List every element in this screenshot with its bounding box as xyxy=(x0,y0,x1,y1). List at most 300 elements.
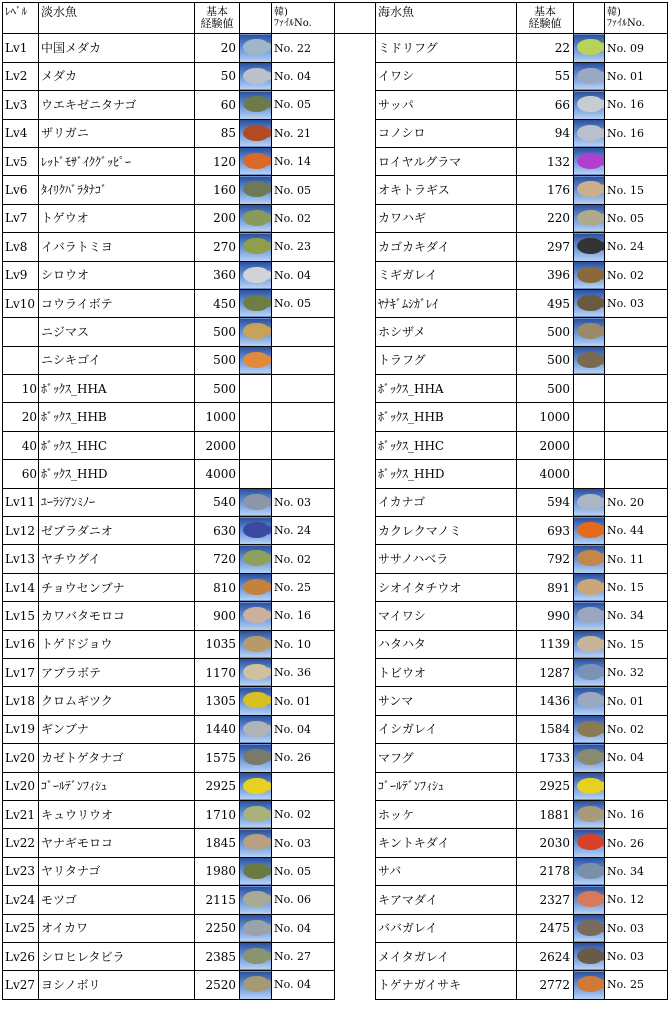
freshwater-name: ﾚｯﾄﾞﾓｻﾞｲｸｸﾞｯﾋﾟｰ xyxy=(39,147,195,175)
header-file-no: 韓) ﾌｧｲﾙNo. xyxy=(272,3,335,34)
saltwater-fish-icon xyxy=(574,687,605,715)
column-gap xyxy=(335,119,376,147)
freshwater-file-no: No. 05 xyxy=(272,91,335,119)
saltwater-file-no: No. 05 xyxy=(605,204,668,232)
freshwater-fish-icon xyxy=(240,630,272,658)
header-image-blank xyxy=(240,3,272,34)
saltwater-name: ホシザメ xyxy=(376,318,517,346)
table-row xyxy=(3,346,668,374)
saltwater-name: イワシ xyxy=(376,62,517,90)
freshwater-exp: 500 xyxy=(195,346,240,374)
level-cell xyxy=(3,346,39,374)
saltwater-exp: 990 xyxy=(517,602,574,630)
saltwater-name: マフグ xyxy=(376,744,517,772)
column-gap xyxy=(335,942,376,970)
level-cell: Lv17 xyxy=(3,658,39,686)
saltwater-name: ロイヤルグラマ xyxy=(376,147,517,175)
level-cell: 10 xyxy=(3,375,39,403)
saltwater-file-no xyxy=(605,460,668,488)
level-cell xyxy=(3,318,39,346)
saltwater-exp: 1000 xyxy=(517,403,574,431)
saltwater-exp: 1287 xyxy=(517,658,574,686)
saltwater-name: ホッケ xyxy=(376,800,517,828)
table-row xyxy=(3,147,668,175)
level-cell: 60 xyxy=(3,460,39,488)
saltwater-file-no: No. 16 xyxy=(605,91,668,119)
saltwater-file-no: No. 04 xyxy=(605,744,668,772)
freshwater-exp: 500 xyxy=(195,318,240,346)
freshwater-fish-icon xyxy=(240,857,272,885)
column-gap xyxy=(335,857,376,885)
table-row xyxy=(3,658,668,686)
freshwater-file-no: No. 05 xyxy=(272,176,335,204)
freshwater-file-no xyxy=(272,318,335,346)
freshwater-name: チョウセンブナ xyxy=(39,573,195,601)
column-gap xyxy=(335,289,376,317)
saltwater-exp: 693 xyxy=(517,517,574,545)
saltwater-exp: 66 xyxy=(517,91,574,119)
level-cell: Lv18 xyxy=(3,687,39,715)
saltwater-name: キアマダイ xyxy=(376,886,517,914)
saltwater-file-no: No. 34 xyxy=(605,857,668,885)
freshwater-file-no: No. 04 xyxy=(272,914,335,942)
freshwater-exp: 120 xyxy=(195,147,240,175)
freshwater-file-no xyxy=(272,431,335,459)
saltwater-exp: 22 xyxy=(517,34,574,62)
freshwater-exp: 4000 xyxy=(195,460,240,488)
saltwater-name: トゲナガイサキ xyxy=(376,971,517,999)
freshwater-exp: 20 xyxy=(195,34,240,62)
saltwater-file-no: No. 16 xyxy=(605,800,668,828)
fish-exp-table xyxy=(2,2,668,1000)
column-gap xyxy=(335,346,376,374)
column-gap xyxy=(335,573,376,601)
freshwater-file-no: No. 03 xyxy=(272,488,335,516)
column-gap xyxy=(335,460,376,488)
freshwater-name: ﾕｰﾗｼｱﾝﾐﾉｰ xyxy=(39,488,195,516)
level-cell: Lv25 xyxy=(3,914,39,942)
column-gap xyxy=(335,403,376,431)
freshwater-name: カゼトゲタナゴ xyxy=(39,744,195,772)
saltwater-file-no xyxy=(605,403,668,431)
saltwater-exp: 55 xyxy=(517,62,574,90)
saltwater-fish-icon xyxy=(574,233,605,261)
freshwater-name: ﾀｲﾘｸﾊﾞﾗﾀﾅｺﾞ xyxy=(39,176,195,204)
level-cell: Lv26 xyxy=(3,942,39,970)
saltwater-exp: 2178 xyxy=(517,857,574,885)
freshwater-exp: 2385 xyxy=(195,942,240,970)
freshwater-fish-icon xyxy=(240,772,272,800)
freshwater-name: ゼブラダニオ xyxy=(39,517,195,545)
freshwater-fish-icon xyxy=(240,147,272,175)
freshwater-name: コウライボテ xyxy=(39,289,195,317)
freshwater-fish-icon xyxy=(240,658,272,686)
saltwater-name: ｺﾞｰﾙﾃﾞﾝﾌｨｼｭ xyxy=(376,772,517,800)
saltwater-exp: 1584 xyxy=(517,715,574,743)
freshwater-fish-icon xyxy=(240,403,272,431)
saltwater-name: マイワシ xyxy=(376,602,517,630)
freshwater-fish-icon xyxy=(240,942,272,970)
saltwater-fish-icon xyxy=(574,119,605,147)
saltwater-fish-icon xyxy=(574,630,605,658)
saltwater-name: ﾎﾞｯｸｽ_HHA xyxy=(376,375,517,403)
saltwater-file-no xyxy=(605,346,668,374)
saltwater-exp: 132 xyxy=(517,147,574,175)
freshwater-exp: 2520 xyxy=(195,971,240,999)
saltwater-exp: 2000 xyxy=(517,431,574,459)
saltwater-exp: 2624 xyxy=(517,942,574,970)
saltwater-fish-icon xyxy=(574,715,605,743)
freshwater-exp: 900 xyxy=(195,602,240,630)
saltwater-exp: 2925 xyxy=(517,772,574,800)
saltwater-fish-icon xyxy=(574,602,605,630)
saltwater-file-no: No. 26 xyxy=(605,829,668,857)
saltwater-fish-icon xyxy=(574,204,605,232)
freshwater-name: ヤリタナゴ xyxy=(39,857,195,885)
saltwater-file-no: No. 01 xyxy=(605,687,668,715)
freshwater-name: シロウオ xyxy=(39,261,195,289)
freshwater-file-no: No. 21 xyxy=(272,119,335,147)
saltwater-exp: 297 xyxy=(517,233,574,261)
freshwater-exp: 450 xyxy=(195,289,240,317)
freshwater-name: トゲドジョウ xyxy=(39,630,195,658)
column-gap xyxy=(335,147,376,175)
saltwater-exp: 2030 xyxy=(517,829,574,857)
saltwater-name: カクレクマノミ xyxy=(376,517,517,545)
header-saltwater: 海水魚 xyxy=(376,3,517,34)
saltwater-name: コノシロ xyxy=(376,119,517,147)
level-cell: Lv10 xyxy=(3,289,39,317)
level-cell: Lv21 xyxy=(3,800,39,828)
level-cell: Lv19 xyxy=(3,715,39,743)
saltwater-file-no: No. 09 xyxy=(605,34,668,62)
freshwater-file-no: No. 24 xyxy=(272,517,335,545)
header-row xyxy=(3,3,668,34)
freshwater-fish-icon xyxy=(240,204,272,232)
freshwater-exp: 1845 xyxy=(195,829,240,857)
column-gap xyxy=(335,545,376,573)
saltwater-exp: 1139 xyxy=(517,630,574,658)
saltwater-fish-icon xyxy=(574,289,605,317)
freshwater-fish-icon xyxy=(240,34,272,62)
level-cell: Lv23 xyxy=(3,857,39,885)
saltwater-name: トラフグ xyxy=(376,346,517,374)
freshwater-name: ﾎﾞｯｸｽ_HHC xyxy=(39,431,195,459)
freshwater-file-no: No. 02 xyxy=(272,545,335,573)
freshwater-exp: 160 xyxy=(195,176,240,204)
saltwater-file-no: No. 34 xyxy=(605,602,668,630)
saltwater-name: カゴカキダイ xyxy=(376,233,517,261)
level-cell: Lv2 xyxy=(3,62,39,90)
freshwater-exp: 720 xyxy=(195,545,240,573)
saltwater-name: ババガレイ xyxy=(376,914,517,942)
column-gap xyxy=(335,800,376,828)
table-row xyxy=(3,517,668,545)
freshwater-exp: 2115 xyxy=(195,886,240,914)
freshwater-file-no: No. 05 xyxy=(272,857,335,885)
freshwater-fish-icon xyxy=(240,517,272,545)
level-cell: Lv5 xyxy=(3,147,39,175)
table-row xyxy=(3,857,668,885)
column-gap xyxy=(335,744,376,772)
saltwater-fish-icon xyxy=(574,34,605,62)
saltwater-name: ハタハタ xyxy=(376,630,517,658)
saltwater-file-no: No. 15 xyxy=(605,176,668,204)
table-row xyxy=(3,204,668,232)
column-gap xyxy=(335,687,376,715)
freshwater-fish-icon xyxy=(240,971,272,999)
level-cell: Lv11 xyxy=(3,488,39,516)
level-cell: Lv13 xyxy=(3,545,39,573)
level-cell: Lv9 xyxy=(3,261,39,289)
saltwater-name: メイタガレイ xyxy=(376,942,517,970)
saltwater-file-no: No. 02 xyxy=(605,261,668,289)
freshwater-name: ｺﾞｰﾙﾃﾞﾝﾌｨｼｭ xyxy=(39,772,195,800)
column-gap xyxy=(335,91,376,119)
header-image-blank-sea xyxy=(574,3,605,34)
freshwater-exp: 1575 xyxy=(195,744,240,772)
freshwater-exp: 1305 xyxy=(195,687,240,715)
saltwater-fish-icon xyxy=(574,318,605,346)
freshwater-file-no: No. 04 xyxy=(272,971,335,999)
table-row xyxy=(3,289,668,317)
column-gap xyxy=(335,176,376,204)
saltwater-fish-icon xyxy=(574,375,605,403)
level-cell: Lv27 xyxy=(3,971,39,999)
freshwater-name: イバラトミヨ xyxy=(39,233,195,261)
freshwater-fish-icon xyxy=(240,829,272,857)
saltwater-exp: 2327 xyxy=(517,886,574,914)
column-gap xyxy=(335,204,376,232)
saltwater-fish-icon xyxy=(574,658,605,686)
table-row xyxy=(3,829,668,857)
saltwater-file-no: No. 32 xyxy=(605,658,668,686)
freshwater-name: ﾎﾞｯｸｽ_HHB xyxy=(39,403,195,431)
freshwater-file-no: No. 27 xyxy=(272,942,335,970)
table-row xyxy=(3,573,668,601)
saltwater-fish-icon xyxy=(574,91,605,119)
saltwater-exp: 94 xyxy=(517,119,574,147)
column-gap xyxy=(335,488,376,516)
column-gap xyxy=(335,34,376,62)
saltwater-file-no: No. 12 xyxy=(605,886,668,914)
freshwater-exp: 2000 xyxy=(195,431,240,459)
table-row xyxy=(3,91,668,119)
table-row xyxy=(3,914,668,942)
freshwater-file-no: No. 26 xyxy=(272,744,335,772)
freshwater-name: 中国メダカ xyxy=(39,34,195,62)
level-cell: Lv15 xyxy=(3,602,39,630)
saltwater-file-no: No. 15 xyxy=(605,630,668,658)
header-gap xyxy=(335,3,376,34)
saltwater-file-no xyxy=(605,318,668,346)
freshwater-file-no: No. 01 xyxy=(272,687,335,715)
column-gap xyxy=(335,375,376,403)
freshwater-exp: 270 xyxy=(195,233,240,261)
saltwater-name: サンマ xyxy=(376,687,517,715)
saltwater-exp: 1436 xyxy=(517,687,574,715)
saltwater-file-no: No. 16 xyxy=(605,119,668,147)
saltwater-exp: 4000 xyxy=(517,460,574,488)
freshwater-exp: 60 xyxy=(195,91,240,119)
saltwater-file-no: No. 03 xyxy=(605,289,668,317)
table-row xyxy=(3,488,668,516)
saltwater-file-no: No. 24 xyxy=(605,233,668,261)
saltwater-name: イカナゴ xyxy=(376,488,517,516)
saltwater-file-no: No. 02 xyxy=(605,715,668,743)
level-cell: Lv4 xyxy=(3,119,39,147)
saltwater-file-no: No. 15 xyxy=(605,573,668,601)
freshwater-exp: 50 xyxy=(195,62,240,90)
freshwater-fish-icon xyxy=(240,687,272,715)
freshwater-fish-icon xyxy=(240,573,272,601)
freshwater-name: ﾎﾞｯｸｽ_HHA xyxy=(39,375,195,403)
saltwater-fish-icon xyxy=(574,517,605,545)
freshwater-name: シロヒレタビラ xyxy=(39,942,195,970)
table-row xyxy=(3,971,668,999)
freshwater-file-no: No. 16 xyxy=(272,602,335,630)
saltwater-name: トビウオ xyxy=(376,658,517,686)
header-exp-sea: 基本 経験値 xyxy=(517,3,574,34)
column-gap xyxy=(335,630,376,658)
saltwater-fish-icon xyxy=(574,403,605,431)
table-row xyxy=(3,62,668,90)
header-exp: 基本 経験値 xyxy=(195,3,240,34)
saltwater-name: ﾎﾞｯｸｽ_HHB xyxy=(376,403,517,431)
freshwater-name: カワバタモロコ xyxy=(39,602,195,630)
column-gap xyxy=(335,715,376,743)
freshwater-file-no xyxy=(272,772,335,800)
freshwater-fish-icon xyxy=(240,91,272,119)
level-cell: Lv20 xyxy=(3,744,39,772)
saltwater-name: シオイタチウオ xyxy=(376,573,517,601)
saltwater-exp: 594 xyxy=(517,488,574,516)
freshwater-file-no: No. 03 xyxy=(272,829,335,857)
table-row xyxy=(3,460,668,488)
freshwater-name: トゲウオ xyxy=(39,204,195,232)
freshwater-name: ギンブナ xyxy=(39,715,195,743)
freshwater-fish-icon xyxy=(240,233,272,261)
saltwater-file-no: No. 11 xyxy=(605,545,668,573)
saltwater-fish-icon xyxy=(574,857,605,885)
column-gap xyxy=(335,886,376,914)
saltwater-name: オキトラギス xyxy=(376,176,517,204)
level-cell: 20 xyxy=(3,403,39,431)
table-row xyxy=(3,942,668,970)
table-row xyxy=(3,119,668,147)
saltwater-file-no: No. 03 xyxy=(605,914,668,942)
freshwater-name: メダカ xyxy=(39,62,195,90)
freshwater-exp: 360 xyxy=(195,261,240,289)
freshwater-fish-icon xyxy=(240,800,272,828)
table-row xyxy=(3,34,668,62)
table-row xyxy=(3,886,668,914)
freshwater-exp: 85 xyxy=(195,119,240,147)
freshwater-name: ﾎﾞｯｸｽ_HHD xyxy=(39,460,195,488)
header-file-no-sea: 韓) ﾌｧｲﾙNo. xyxy=(605,3,668,34)
freshwater-file-no xyxy=(272,346,335,374)
freshwater-name: モツゴ xyxy=(39,886,195,914)
saltwater-fish-icon xyxy=(574,545,605,573)
freshwater-name: ニジマス xyxy=(39,318,195,346)
saltwater-fish-icon xyxy=(574,800,605,828)
saltwater-name: イシガレイ xyxy=(376,715,517,743)
freshwater-fish-icon xyxy=(240,176,272,204)
table-row xyxy=(3,744,668,772)
freshwater-file-no: No. 04 xyxy=(272,261,335,289)
freshwater-fish-icon xyxy=(240,289,272,317)
column-gap xyxy=(335,829,376,857)
saltwater-fish-icon xyxy=(574,914,605,942)
saltwater-file-no: No. 01 xyxy=(605,62,668,90)
level-cell: Lv20 xyxy=(3,772,39,800)
level-cell: Lv16 xyxy=(3,630,39,658)
saltwater-fish-icon xyxy=(574,488,605,516)
freshwater-file-no: No. 04 xyxy=(272,62,335,90)
saltwater-name: ﾎﾞｯｸｽ_HHC xyxy=(376,431,517,459)
column-gap xyxy=(335,602,376,630)
freshwater-exp: 1035 xyxy=(195,630,240,658)
level-cell: 40 xyxy=(3,431,39,459)
freshwater-exp: 1710 xyxy=(195,800,240,828)
saltwater-exp: 1881 xyxy=(517,800,574,828)
level-cell: Lv24 xyxy=(3,886,39,914)
freshwater-fish-icon xyxy=(240,744,272,772)
table-row xyxy=(3,602,668,630)
saltwater-fish-icon xyxy=(574,573,605,601)
freshwater-exp: 630 xyxy=(195,517,240,545)
level-cell: Lv8 xyxy=(3,233,39,261)
table-row xyxy=(3,261,668,289)
saltwater-file-no xyxy=(605,147,668,175)
column-gap xyxy=(335,914,376,942)
saltwater-exp: 396 xyxy=(517,261,574,289)
saltwater-fish-icon xyxy=(574,147,605,175)
saltwater-exp: 495 xyxy=(517,289,574,317)
saltwater-fish-icon xyxy=(574,886,605,914)
table-row xyxy=(3,545,668,573)
level-cell: Lv7 xyxy=(3,204,39,232)
header-freshwater: 淡水魚 xyxy=(39,3,195,34)
saltwater-fish-icon xyxy=(574,971,605,999)
table-row xyxy=(3,403,668,431)
freshwater-fish-icon xyxy=(240,460,272,488)
saltwater-name: ﾔﾅｷﾞﾑｼｶﾞﾚｲ xyxy=(376,289,517,317)
saltwater-name: キントキダイ xyxy=(376,829,517,857)
freshwater-file-no: No. 06 xyxy=(272,886,335,914)
saltwater-exp: 1733 xyxy=(517,744,574,772)
saltwater-exp: 891 xyxy=(517,573,574,601)
column-gap xyxy=(335,658,376,686)
saltwater-fish-icon xyxy=(574,829,605,857)
table-row xyxy=(3,176,668,204)
saltwater-fish-icon xyxy=(574,772,605,800)
table-row xyxy=(3,772,668,800)
freshwater-file-no: No. 36 xyxy=(272,658,335,686)
freshwater-fish-icon xyxy=(240,545,272,573)
freshwater-exp: 1440 xyxy=(195,715,240,743)
saltwater-exp: 2475 xyxy=(517,914,574,942)
freshwater-fish-icon xyxy=(240,375,272,403)
saltwater-name: カワハギ xyxy=(376,204,517,232)
saltwater-exp: 220 xyxy=(517,204,574,232)
freshwater-file-no: No. 05 xyxy=(272,289,335,317)
freshwater-file-no xyxy=(272,460,335,488)
freshwater-name: クロムギツク xyxy=(39,687,195,715)
freshwater-file-no: No. 10 xyxy=(272,630,335,658)
freshwater-fish-icon xyxy=(240,914,272,942)
freshwater-exp: 200 xyxy=(195,204,240,232)
